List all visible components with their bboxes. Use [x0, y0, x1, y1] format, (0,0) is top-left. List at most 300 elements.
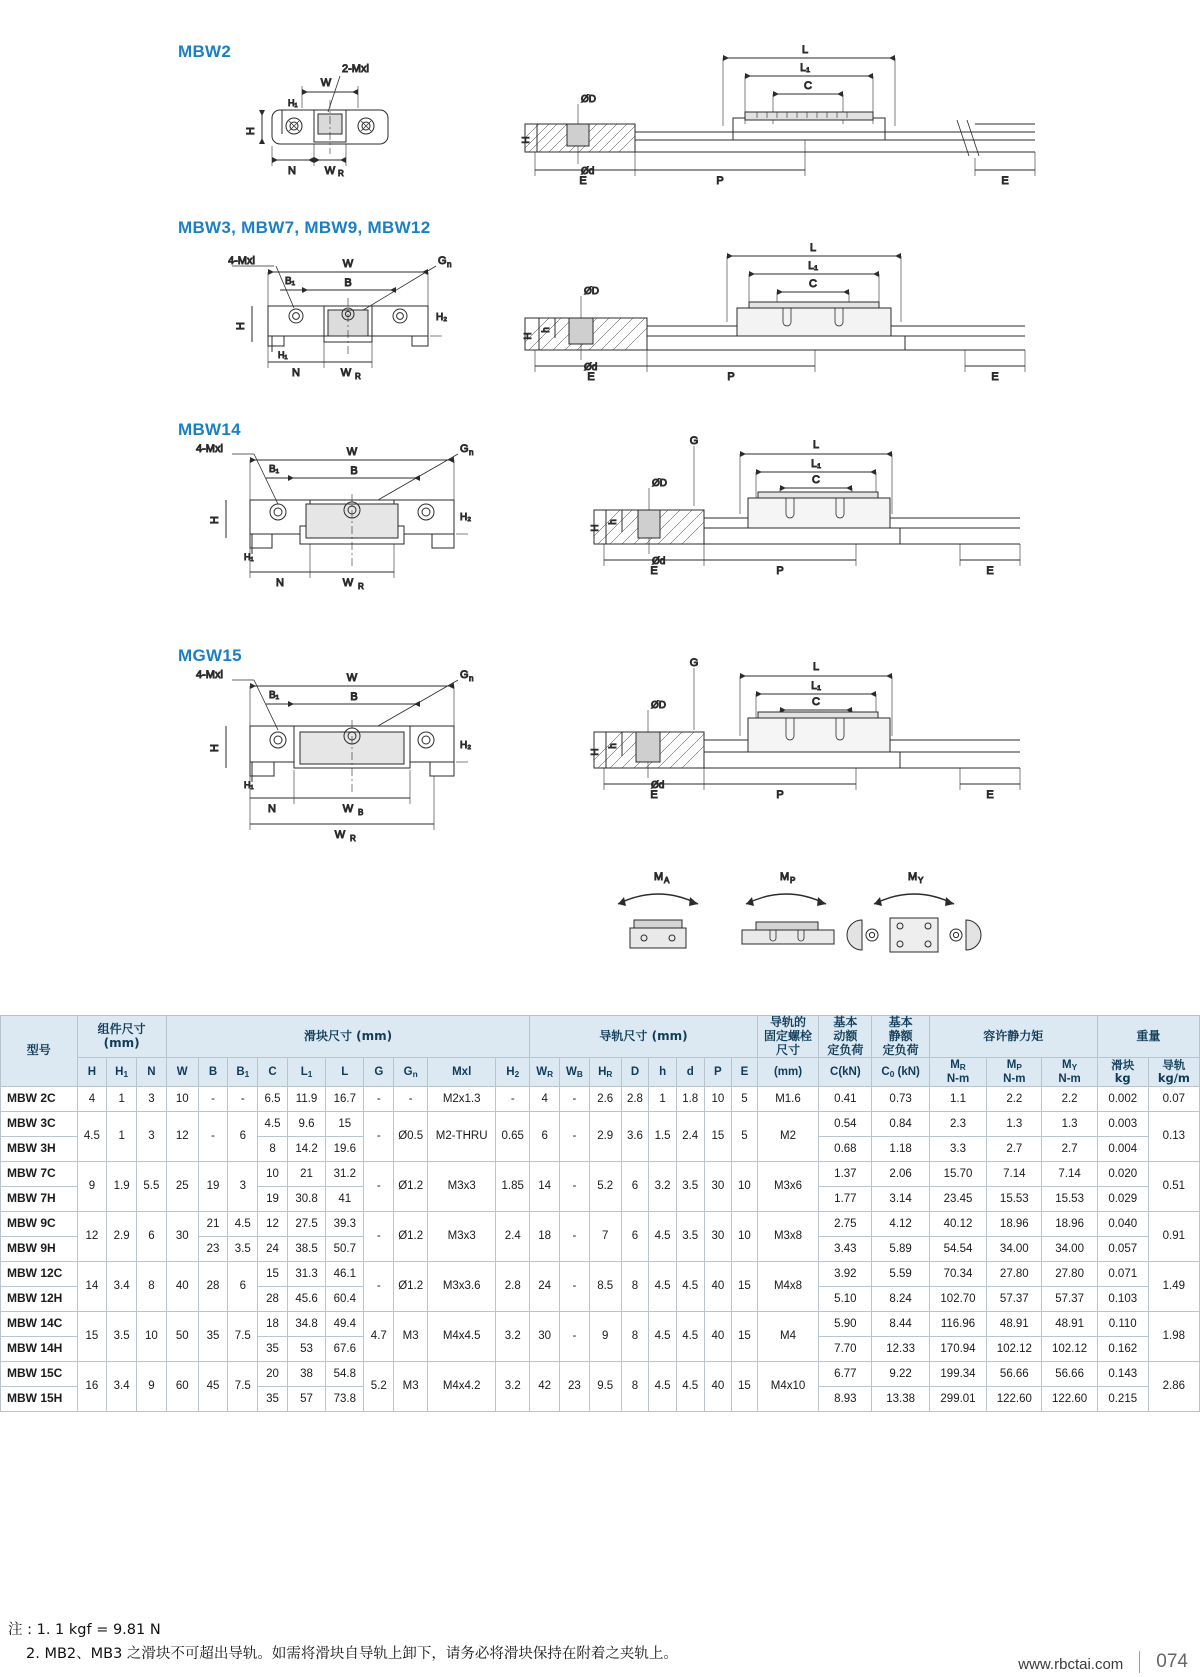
th-L1: $L_1$: [287, 1058, 325, 1087]
svg-text:E: E: [650, 789, 658, 801]
cell-C-kn: 0.54: [819, 1112, 872, 1137]
svg-text:W: W: [342, 258, 354, 270]
svg-text:M: M: [908, 871, 918, 883]
cell-G: -: [364, 1162, 394, 1212]
th-sta-l3: 定负荷: [882, 1042, 919, 1057]
cell-weight-block: 0.029: [1097, 1187, 1148, 1212]
svg-text:N: N: [292, 367, 300, 379]
svg-text:W: W: [346, 672, 358, 684]
cell-P: 15: [704, 1112, 732, 1162]
cell-C: 12: [258, 1212, 288, 1237]
cell-MP: 2.7: [987, 1137, 1042, 1162]
svg-text:M: M: [654, 871, 664, 883]
cell-HR: 2.9: [589, 1112, 621, 1162]
cell-Gn: Ø1.2: [394, 1162, 428, 1212]
cell-C-kn: 7.70: [819, 1337, 872, 1362]
cell-MR: 54.54: [929, 1237, 986, 1262]
cell-G: -: [364, 1112, 394, 1162]
th-W: W: [166, 1058, 198, 1087]
series-title-mbw3-group: MBW3, MBW7, MBW9, MBW12: [178, 218, 431, 237]
cell-C0-kn: 2.06: [872, 1162, 929, 1187]
drawing-mbw14-front-view: [182, 438, 482, 618]
cell-MY: 56.66: [1042, 1362, 1097, 1387]
cell-W: 25: [166, 1162, 198, 1212]
cell-weight-rail: 0.51: [1148, 1162, 1199, 1212]
cell-H1: 1: [107, 1112, 137, 1162]
cell-C-kn: 0.41: [819, 1087, 872, 1112]
svg-text:G: G: [689, 435, 699, 447]
cell-MY: 57.37: [1042, 1287, 1097, 1312]
cell-D: 3.6: [621, 1112, 649, 1162]
cell-H1: 3.5: [107, 1312, 137, 1362]
th-bolt-size: [757, 1016, 819, 1058]
cell-weight-block: 0.057: [1097, 1237, 1148, 1262]
th-D: D: [621, 1058, 649, 1087]
cell-L: 39.3: [326, 1212, 364, 1237]
cell-MP: 7.14: [987, 1162, 1042, 1187]
th-bolt-l2: 固定螺栓: [763, 1028, 812, 1043]
cell-C: 28: [258, 1287, 288, 1312]
cell-B1: -: [228, 1087, 258, 1112]
cell-P: 40: [704, 1312, 732, 1362]
svg-text:Ød: Ød: [581, 166, 595, 177]
svg-text:C: C: [804, 80, 812, 92]
svg-text:H₁: H₁: [244, 552, 254, 562]
cell-E: 10: [732, 1162, 758, 1212]
cell-Gn: Ø0.5: [394, 1112, 428, 1162]
cell-Mxl: M4x4.5: [428, 1312, 496, 1362]
cell-Gn: -: [394, 1087, 428, 1112]
th-C: C: [258, 1058, 288, 1087]
cell-C-kn: 2.75: [819, 1212, 872, 1237]
cell-HR: 9: [589, 1312, 621, 1362]
cell-L: 41: [326, 1187, 364, 1212]
notes-block: [8, 1619, 678, 1667]
cell-bolt: M4x8: [757, 1262, 819, 1312]
th-dynamic-load: [819, 1016, 872, 1058]
cell-L: 73.8: [326, 1387, 364, 1412]
th-WB: $W_B$: [560, 1058, 590, 1087]
cell-D: 6: [621, 1212, 649, 1262]
svg-text:L: L: [812, 439, 820, 451]
cell-P: 30: [704, 1162, 732, 1212]
svg-text:G: G: [460, 669, 469, 681]
cell-H: 9: [77, 1162, 107, 1212]
cell-H: 4: [77, 1087, 107, 1112]
cell-weight-block: 0.040: [1097, 1212, 1148, 1237]
cell-D: 8: [621, 1312, 649, 1362]
cell-H1: 3.4: [107, 1362, 137, 1412]
th-rail-dims: 导轨尺寸 (mm): [530, 1016, 757, 1058]
cell-L1: 45.6: [287, 1287, 325, 1312]
svg-text:W: W: [342, 803, 354, 815]
cell-HR: 9.5: [589, 1362, 621, 1412]
cell-WB: -: [560, 1262, 590, 1312]
svg-text:B₁: B₁: [284, 276, 296, 287]
cell-L1: 38.5: [287, 1237, 325, 1262]
svg-text:H₂: H₂: [460, 740, 472, 751]
cell-C0-kn: 0.84: [872, 1112, 929, 1137]
svg-text:H: H: [523, 332, 534, 340]
cell-C: 35: [258, 1337, 288, 1362]
footer-page-number: 074: [1156, 1651, 1188, 1672]
cell-H2: 0.65: [496, 1112, 530, 1162]
svg-text:R: R: [350, 834, 356, 843]
th-bolt-unit: (mm): [757, 1058, 819, 1087]
cell-W: 30: [166, 1212, 198, 1262]
cell-WB: -: [560, 1112, 590, 1162]
svg-text:ØD: ØD: [652, 478, 667, 489]
cell-G: -: [364, 1262, 394, 1312]
cell-C0-kn: 8.24: [872, 1287, 929, 1312]
cell-G: 5.2: [364, 1362, 394, 1412]
cell-d: 4.5: [676, 1312, 704, 1362]
th-G: G: [364, 1058, 394, 1087]
svg-text:h: h: [608, 743, 619, 749]
cell-C-kn: 3.92: [819, 1262, 872, 1287]
cell-C: 8: [258, 1137, 288, 1162]
cell-WR: 4: [530, 1087, 560, 1112]
svg-text:R: R: [355, 372, 361, 381]
th-B: B: [198, 1058, 228, 1087]
svg-text:E: E: [650, 565, 658, 577]
th-MR: $M_R$ N-m: [929, 1058, 986, 1087]
cell-P: 10: [704, 1087, 732, 1112]
svg-text:G: G: [689, 657, 699, 669]
cell-MP: 2.2: [987, 1087, 1042, 1112]
svg-text:Y: Y: [918, 876, 924, 885]
svg-text:ØD: ØD: [581, 94, 596, 105]
cell-L1: 53: [287, 1337, 325, 1362]
svg-text:P: P: [776, 565, 784, 577]
th-C0-kn: $C_0$ (kN): [872, 1058, 929, 1087]
cell-model: MBW 14H: [1, 1337, 78, 1362]
svg-text:E: E: [991, 371, 999, 383]
cell-E: 15: [732, 1312, 758, 1362]
cell-MY: 15.53: [1042, 1187, 1097, 1212]
cell-B1: 4.5: [228, 1212, 258, 1237]
table-row: [1, 1262, 1200, 1287]
svg-text:R: R: [338, 169, 344, 178]
cell-d: 4.5: [676, 1262, 704, 1312]
svg-text:L: L: [809, 242, 817, 254]
svg-text:P: P: [716, 175, 724, 187]
cell-weight-rail: 0.13: [1148, 1112, 1199, 1162]
cell-weight-rail: 1.98: [1148, 1312, 1199, 1362]
svg-text:B: B: [358, 808, 364, 817]
drawing-mbw2-side-view: [505, 40, 1065, 205]
cell-N: 8: [137, 1262, 167, 1312]
cell-D: 8: [621, 1262, 649, 1312]
th-H2: $H_2$: [496, 1058, 530, 1087]
svg-text:H: H: [590, 524, 601, 532]
cell-D: 2.8: [621, 1087, 649, 1112]
cell-G: 4.7: [364, 1312, 394, 1362]
cell-h: 4.5: [649, 1362, 677, 1412]
th-moment: 容许静力矩: [929, 1016, 1097, 1058]
table-row: [1, 1162, 1200, 1187]
cell-weight-rail: 2.86: [1148, 1362, 1199, 1412]
cell-weight-block: 0.103: [1097, 1287, 1148, 1312]
svg-text:L: L: [812, 661, 820, 673]
svg-text:4-Mxl: 4-Mxl: [196, 669, 223, 681]
cell-MR: 23.45: [929, 1187, 986, 1212]
th-sta-l1: 基本: [888, 1015, 913, 1029]
cell-L1: 38: [287, 1362, 325, 1387]
table-row: [1, 1112, 1200, 1137]
svg-text:R: R: [358, 582, 364, 591]
cell-C: 10: [258, 1162, 288, 1187]
cell-H2: 2.4: [496, 1212, 530, 1262]
cell-C0-kn: 3.14: [872, 1187, 929, 1212]
cell-weight-block: 0.004: [1097, 1137, 1148, 1162]
cell-model: MBW 12C: [1, 1262, 78, 1287]
cell-model: MBW 9C: [1, 1212, 78, 1237]
cell-H: 4.5: [77, 1112, 107, 1162]
cell-C-kn: 1.37: [819, 1162, 872, 1187]
svg-text:n: n: [447, 260, 452, 269]
cell-model: MBW 15C: [1, 1362, 78, 1387]
cell-E: 5: [732, 1087, 758, 1112]
cell-C-kn: 0.68: [819, 1137, 872, 1162]
cell-G: -: [364, 1212, 394, 1262]
cell-P: 30: [704, 1212, 732, 1262]
cell-B1: 7.5: [228, 1312, 258, 1362]
svg-text:W: W: [340, 367, 352, 379]
svg-text:H: H: [245, 127, 257, 135]
cell-bolt: M4x10: [757, 1362, 819, 1412]
cell-WR: 42: [530, 1362, 560, 1412]
cell-bolt: M2: [757, 1112, 819, 1162]
cell-P: 40: [704, 1262, 732, 1312]
note-line-1: 注 : 1. 1 kgf = 9.81 N: [8, 1622, 161, 1639]
svg-text:B₁: B₁: [268, 464, 280, 475]
cell-C-kn: 6.77: [819, 1362, 872, 1387]
th-weight-block: 滑块 kg: [1097, 1058, 1148, 1087]
cell-N: 9: [137, 1362, 167, 1412]
cell-weight-block: 0.162: [1097, 1337, 1148, 1362]
th-Mxl: Mxl: [428, 1058, 496, 1087]
cell-C: 19: [258, 1187, 288, 1212]
th-L: L: [326, 1058, 364, 1087]
cell-MY: 48.91: [1042, 1312, 1097, 1337]
th-weight: 重量: [1097, 1016, 1199, 1058]
cell-C0-kn: 8.44: [872, 1312, 929, 1337]
svg-text:E: E: [587, 371, 595, 383]
th-MP: $M_P$ N-m: [987, 1058, 1042, 1087]
cell-B: -: [198, 1087, 228, 1112]
cell-C: 20: [258, 1362, 288, 1387]
cell-weight-block: 0.020: [1097, 1162, 1148, 1187]
cell-C0-kn: 9.22: [872, 1362, 929, 1387]
table-row: [1, 1362, 1200, 1387]
svg-text:L₁: L₁: [808, 260, 818, 272]
cell-E: 15: [732, 1362, 758, 1412]
th-assembly-line1: 组件尺寸: [97, 1021, 146, 1036]
cell-MR: 116.96: [929, 1312, 986, 1337]
th-E: E: [732, 1058, 758, 1087]
cell-model: MBW 3H: [1, 1137, 78, 1162]
table-row: [1, 1212, 1200, 1237]
cell-Mxl: M3x3: [428, 1212, 496, 1262]
cell-E: 10: [732, 1212, 758, 1262]
cell-h: 1: [649, 1087, 677, 1112]
svg-text:4-Mxl: 4-Mxl: [196, 443, 223, 455]
svg-text:W: W: [342, 577, 354, 589]
cell-MR: 2.3: [929, 1112, 986, 1137]
cell-C-kn: 1.77: [819, 1187, 872, 1212]
cell-B1: 3.5: [228, 1237, 258, 1262]
cell-L1: 14.2: [287, 1137, 325, 1162]
cell-L1: 34.8: [287, 1312, 325, 1337]
th-d: d: [676, 1058, 704, 1087]
series-title-mbw14: MBW14: [178, 420, 241, 439]
cell-model: MBW 3C: [1, 1112, 78, 1137]
cell-D: 6: [621, 1162, 649, 1212]
cell-MP: 27.80: [987, 1262, 1042, 1287]
cell-L1: 21: [287, 1162, 325, 1187]
cell-C0-kn: 12.33: [872, 1337, 929, 1362]
svg-text:H₁: H₁: [288, 98, 298, 108]
cell-E: 15: [732, 1262, 758, 1312]
svg-text:E: E: [986, 789, 994, 801]
cell-B1: 6: [228, 1262, 258, 1312]
cell-L1: 57: [287, 1387, 325, 1412]
cell-C: 24: [258, 1237, 288, 1262]
series-title-mgw15: MGW15: [178, 646, 242, 665]
svg-text:L₁: L₁: [800, 62, 810, 74]
svg-text:H: H: [590, 748, 601, 756]
cell-WR: 30: [530, 1312, 560, 1362]
cell-B: 19: [198, 1162, 228, 1212]
svg-text:A: A: [664, 876, 670, 885]
cell-W: 10: [166, 1087, 198, 1112]
cell-h: 4.5: [649, 1212, 677, 1262]
th-static-load: [872, 1016, 929, 1058]
cell-W: 40: [166, 1262, 198, 1312]
cell-W: 50: [166, 1312, 198, 1362]
cell-h: 1.5: [649, 1112, 677, 1162]
th-assembly-dims: [77, 1016, 166, 1058]
svg-text:P: P: [727, 371, 735, 383]
cell-bolt: M4: [757, 1312, 819, 1362]
cell-MP: 18.96: [987, 1212, 1042, 1237]
cell-bolt: M3x8: [757, 1212, 819, 1262]
th-Gn: $G_n$: [394, 1058, 428, 1087]
cell-H: 14: [77, 1262, 107, 1312]
svg-text:B₁: B₁: [268, 690, 280, 701]
drawing-mbw3-side-view: [505, 238, 1065, 403]
cell-B: 23: [198, 1237, 228, 1262]
cell-C: 4.5: [258, 1112, 288, 1137]
cell-MY: 102.12: [1042, 1337, 1097, 1362]
cell-MY: 34.00: [1042, 1237, 1097, 1262]
cell-L1: 30.8: [287, 1187, 325, 1212]
cell-H1: 3.4: [107, 1262, 137, 1312]
cell-G: -: [364, 1087, 394, 1112]
series-title-mbw2: MBW2: [178, 42, 232, 61]
cell-MR: 70.34: [929, 1262, 986, 1287]
cell-model: MBW 7H: [1, 1187, 78, 1212]
cell-weight-block: 0.143: [1097, 1362, 1148, 1387]
cell-H2: -: [496, 1087, 530, 1112]
cell-HR: 5.2: [589, 1162, 621, 1212]
cell-L: 50.7: [326, 1237, 364, 1262]
cell-h: 3.2: [649, 1162, 677, 1212]
cell-H2: 3.2: [496, 1312, 530, 1362]
cell-weight-block: 0.110: [1097, 1312, 1148, 1337]
cell-L1: 27.5: [287, 1212, 325, 1237]
cell-Mxl: M4x4.2: [428, 1362, 496, 1412]
cell-WR: 6: [530, 1112, 560, 1162]
cell-MY: 18.96: [1042, 1212, 1097, 1237]
cell-L: 46.1: [326, 1262, 364, 1287]
cell-WB: 23: [560, 1362, 590, 1412]
cell-MY: 122.60: [1042, 1387, 1097, 1412]
cell-L1: 31.3: [287, 1262, 325, 1287]
svg-text:n: n: [469, 448, 474, 457]
drawing-mbw3-front-view: [228, 250, 468, 400]
cell-Gn: M3: [394, 1362, 428, 1412]
drawing-mgw15-front-view: [182, 664, 482, 859]
svg-text:4-Mxl: 4-Mxl: [228, 255, 255, 267]
cell-MP: 56.66: [987, 1362, 1042, 1387]
cell-d: 4.5: [676, 1362, 704, 1412]
table-row: [1, 1312, 1200, 1337]
svg-text:H₂: H₂: [436, 312, 448, 323]
cell-MR: 3.3: [929, 1137, 986, 1162]
cell-d: 3.5: [676, 1212, 704, 1262]
footer: [1018, 1651, 1188, 1673]
cell-WB: -: [560, 1087, 590, 1112]
cell-H2: 1.85: [496, 1162, 530, 1212]
th-sta-l2: 静额: [888, 1028, 913, 1043]
th-block-dims: 滑块尺寸 (mm): [166, 1016, 529, 1058]
cell-L: 16.7: [326, 1087, 364, 1112]
cell-MY: 27.80: [1042, 1262, 1097, 1287]
drawing-mbw2-front-view: [240, 56, 430, 201]
svg-text:h: h: [541, 327, 552, 333]
cell-H: 16: [77, 1362, 107, 1412]
svg-text:E: E: [579, 175, 587, 187]
cell-MR: 102.70: [929, 1287, 986, 1312]
cell-H1: 1: [107, 1087, 137, 1112]
cell-B: 21: [198, 1212, 228, 1237]
cell-d: 2.4: [676, 1112, 704, 1162]
th-C-kn: C(kN): [819, 1058, 872, 1087]
cell-MR: 170.94: [929, 1337, 986, 1362]
cell-MR: 1.1: [929, 1087, 986, 1112]
cell-HR: 8.5: [589, 1262, 621, 1312]
cell-H1: 2.9: [107, 1212, 137, 1262]
cell-weight-rail: 0.07: [1148, 1087, 1199, 1112]
cell-model: MBW 9H: [1, 1237, 78, 1262]
cell-Gn: Ø1.2: [394, 1262, 428, 1312]
table-row: [1, 1087, 1200, 1112]
cell-P: 40: [704, 1362, 732, 1412]
cell-MY: 2.7: [1042, 1137, 1097, 1162]
cell-D: 8: [621, 1362, 649, 1412]
svg-text:W: W: [346, 446, 358, 458]
cell-L: 19.6: [326, 1137, 364, 1162]
cell-model: MBW 7C: [1, 1162, 78, 1187]
cell-weight-block: 0.002: [1097, 1087, 1148, 1112]
svg-text:H: H: [209, 744, 221, 752]
cell-N: 10: [137, 1312, 167, 1362]
cell-E: 5: [732, 1112, 758, 1162]
svg-text:L: L: [801, 44, 809, 56]
footer-site: www.rbctai.com: [1018, 1656, 1124, 1673]
